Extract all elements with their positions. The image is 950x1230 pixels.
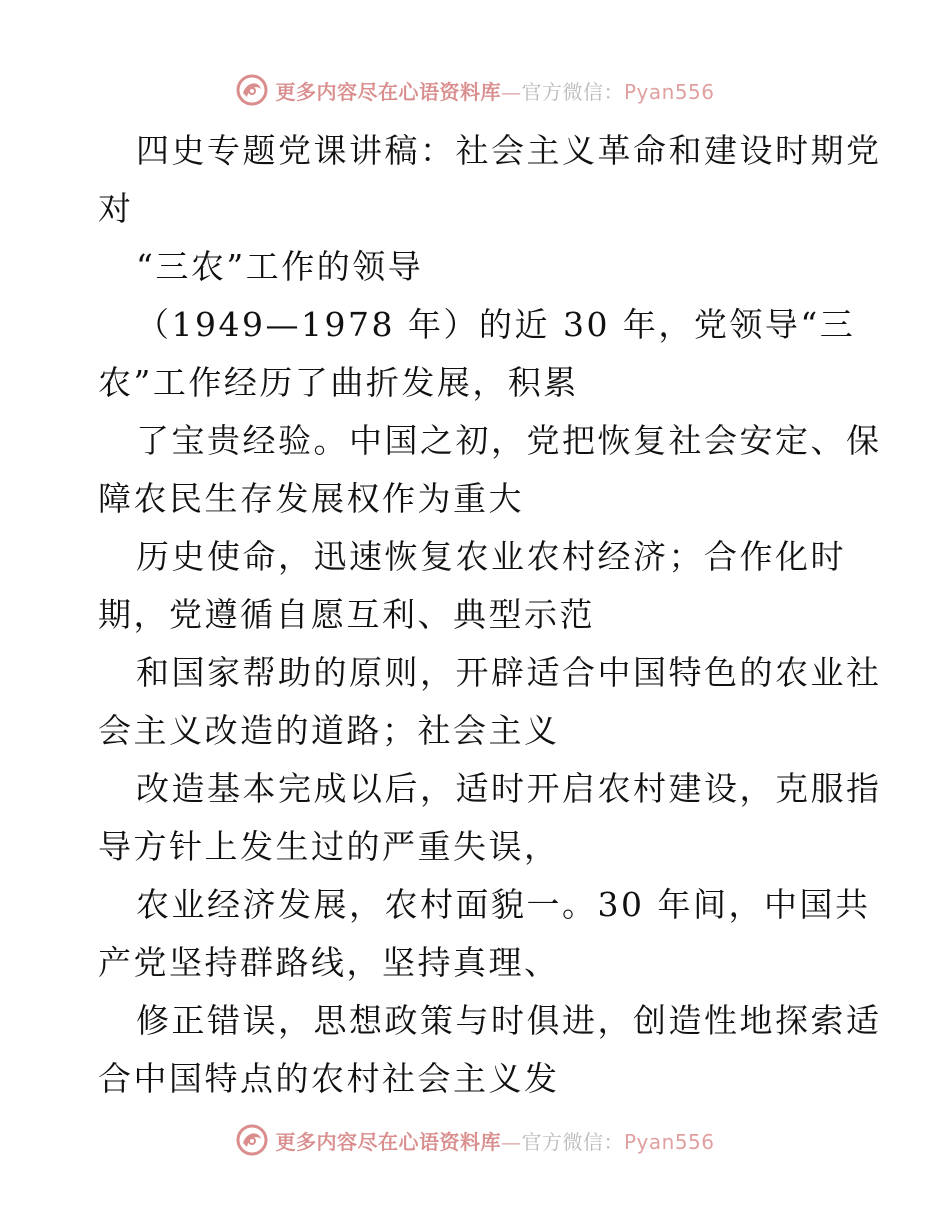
doc-line: 对 xyxy=(98,189,134,228)
doc-line: 障农民生存发展权作为重大 xyxy=(98,479,524,518)
doc-line: （1949—1978 年）的近 30 年，党领导“三 xyxy=(136,305,856,344)
watermark-brand: 更多内容尽在心语资料库 xyxy=(275,1129,501,1154)
doc-line: 合中国特点的农村社会主义发 xyxy=(98,1059,560,1098)
watermark-wechat-label: 官方微信： xyxy=(521,1129,624,1154)
doc-line: 和国家帮助的原则，开辟适合中国特色的农业社 xyxy=(136,653,882,692)
watermark-wechat-label: 官方微信： xyxy=(521,79,624,104)
doc-line: 导方针上发生过的严重失误， xyxy=(98,827,560,866)
doc-line: 农”工作经历了曲折发展，积累 xyxy=(98,363,579,402)
doc-line: 产党坚持群路线，坚持真理、 xyxy=(98,943,560,982)
header-watermark xyxy=(0,70,950,110)
red-swirl-logo-icon xyxy=(235,73,269,107)
watermark-brand: 更多内容尽在心语资料库 xyxy=(275,79,501,104)
doc-line: 期，党遵循自愿互利、典型示范 xyxy=(98,595,595,634)
doc-line-title: 四史专题党课讲稿：社会主义革命和建设时期党 xyxy=(136,131,882,170)
doc-line: 农业经济发展，农村面貌一。30 年间，中国共 xyxy=(136,885,871,924)
doc-line: 历史使命，迅速恢复农业农村经济；合作化时 xyxy=(136,537,846,576)
watermark-separator: — xyxy=(500,79,522,104)
watermark-text xyxy=(275,76,714,105)
watermark-wechat-id: Pyan556 xyxy=(623,79,715,104)
watermark-wechat-id: Pyan556 xyxy=(623,1129,715,1154)
watermark-separator: — xyxy=(500,1129,522,1154)
footer-watermark xyxy=(0,1120,950,1160)
red-swirl-logo-icon xyxy=(235,1123,269,1157)
doc-line: 改造基本完成以后，适时开启农村建设，克服指 xyxy=(136,769,882,808)
doc-line: 会主义改造的道路；社会主义 xyxy=(98,711,560,750)
document-body xyxy=(98,122,882,1108)
doc-line: “三农”工作的领导 xyxy=(136,247,424,286)
doc-line: 了宝贵经验。中国之初，党把恢复社会安定、保 xyxy=(136,421,882,460)
watermark-text xyxy=(275,1126,714,1155)
doc-line: 修正错误，思想政策与时俱进，创造性地探索适 xyxy=(136,1001,882,1040)
